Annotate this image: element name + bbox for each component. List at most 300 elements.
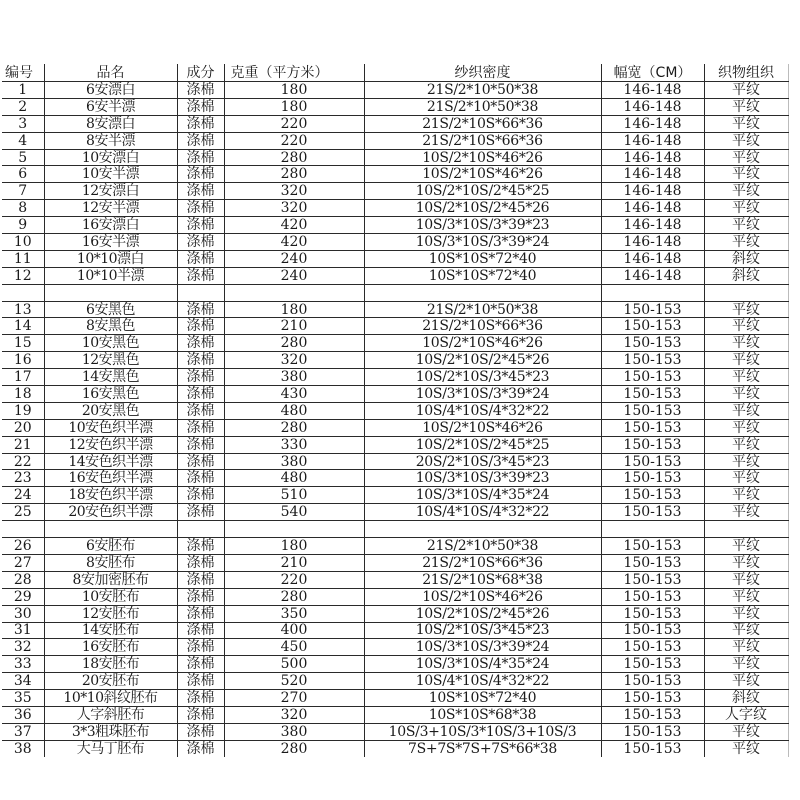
- table-row: [2, 673, 788, 690]
- cell-number: 4: [2, 132, 44, 149]
- cell-weave: 平纹: [704, 453, 788, 470]
- cell-number: 3: [2, 115, 44, 132]
- table-row: [2, 352, 788, 369]
- cell-weight: 330: [224, 436, 364, 453]
- cell-yarn-density: 10S/2*10S/2*45*25: [364, 436, 601, 453]
- cell-yarn-density: 10S/3+10S/3*10S/3+10S/3: [364, 723, 601, 740]
- cell-width: 150-153: [601, 690, 704, 707]
- cell-width: 150-153: [601, 352, 704, 369]
- cell-composition: 涤棉: [177, 183, 224, 200]
- cell-yarn-density: 21S/2*10S*66*36: [364, 115, 601, 132]
- cell-weight: 540: [224, 504, 364, 521]
- cell-product-name: 20安黑色: [44, 402, 177, 419]
- column-header-width: 幅宽（CM）: [601, 64, 704, 82]
- cell-weave: 平纹: [704, 571, 788, 588]
- cell-weight: 180: [224, 98, 364, 115]
- cell-number: 8: [2, 200, 44, 217]
- cell-weave: 平纹: [704, 149, 788, 166]
- cell-weight: 400: [224, 622, 364, 639]
- cell-yarn-density: 21S/2*10*50*38: [364, 98, 601, 115]
- cell-composition: 涤棉: [177, 166, 224, 183]
- cell-product-name: 16安半漂: [44, 234, 177, 251]
- cell-number: 22: [2, 453, 44, 470]
- cell-number: 25: [2, 504, 44, 521]
- cell-product-name: 12安色织半漂: [44, 436, 177, 453]
- cell-weave: 平纹: [704, 656, 788, 673]
- cell-composition: 涤棉: [177, 386, 224, 403]
- spacer-row: [2, 521, 788, 538]
- cell-width: 146-148: [601, 267, 704, 284]
- cell-yarn-density: 10S/3*10S/3*39*23: [364, 470, 601, 487]
- cell-weave: 平纹: [704, 183, 788, 200]
- cell-number: 28: [2, 571, 44, 588]
- table-row: [2, 369, 788, 386]
- cell-composition: 涤棉: [177, 250, 224, 267]
- cell-composition: 涤棉: [177, 98, 224, 115]
- cell-product-name: 14安胚布: [44, 622, 177, 639]
- cell-composition: 涤棉: [177, 706, 224, 723]
- cell-number: 6: [2, 166, 44, 183]
- cell-product-name: 8安漂白: [44, 115, 177, 132]
- empty-cell: [2, 284, 44, 301]
- cell-yarn-density: 10S/3*10S/3*39*23: [364, 217, 601, 234]
- cell-number: 21: [2, 436, 44, 453]
- cell-composition: 涤棉: [177, 453, 224, 470]
- cell-width: 150-153: [601, 723, 704, 740]
- table-row: [2, 166, 788, 183]
- cell-weave: 平纹: [704, 301, 788, 318]
- cell-weave: 平纹: [704, 82, 788, 99]
- cell-product-name: 10安半漂: [44, 166, 177, 183]
- cell-yarn-density: 10S/3*10S/3*39*24: [364, 386, 601, 403]
- cell-composition: 涤棉: [177, 740, 224, 756]
- cell-number: 34: [2, 673, 44, 690]
- cell-composition: 涤棉: [177, 82, 224, 99]
- cell-weave: 斜纹: [704, 250, 788, 267]
- cell-yarn-density: 10S/3*10S/4*35*24: [364, 487, 601, 504]
- cell-width: 150-153: [601, 318, 704, 335]
- cell-product-name: 16安色织半漂: [44, 470, 177, 487]
- empty-cell: [2, 521, 44, 538]
- cell-weight: 280: [224, 149, 364, 166]
- cell-weave: 平纹: [704, 470, 788, 487]
- cell-weight: 320: [224, 183, 364, 200]
- cell-weight: 480: [224, 402, 364, 419]
- cell-weight: 500: [224, 656, 364, 673]
- cell-number: 16: [2, 352, 44, 369]
- cell-weave: 平纹: [704, 723, 788, 740]
- cell-weave: 斜纹: [704, 690, 788, 707]
- cell-product-name: 10*10半漂: [44, 267, 177, 284]
- column-header-number: 编号: [2, 64, 44, 82]
- cell-number: 31: [2, 622, 44, 639]
- cell-yarn-density: 10S/2*10S/3*45*23: [364, 369, 601, 386]
- cell-product-name: 16安漂白: [44, 217, 177, 234]
- cell-width: 146-148: [601, 234, 704, 251]
- table-row: [2, 622, 788, 639]
- cell-weight: 380: [224, 369, 364, 386]
- empty-cell: [704, 284, 788, 301]
- cell-composition: 涤棉: [177, 487, 224, 504]
- cell-yarn-density: 10S/2*10S*46*26: [364, 166, 601, 183]
- table-row: [2, 217, 788, 234]
- cell-composition: 涤棉: [177, 369, 224, 386]
- cell-width: 146-148: [601, 200, 704, 217]
- cell-composition: 涤棉: [177, 571, 224, 588]
- cell-product-name: 6安漂白: [44, 82, 177, 99]
- cell-yarn-density: 10S/3*10S/3*39*24: [364, 234, 601, 251]
- cell-weave: 平纹: [704, 673, 788, 690]
- table-row: [2, 267, 788, 284]
- table-row: [2, 605, 788, 622]
- cell-weave: 平纹: [704, 402, 788, 419]
- cell-number: 19: [2, 402, 44, 419]
- fabric-spec-table: [2, 64, 789, 757]
- cell-width: 150-153: [601, 622, 704, 639]
- cell-product-name: 人字斜胚布: [44, 706, 177, 723]
- cell-weave: 平纹: [704, 318, 788, 335]
- cell-composition: 涤棉: [177, 538, 224, 555]
- cell-weave: 平纹: [704, 588, 788, 605]
- cell-composition: 涤棉: [177, 200, 224, 217]
- cell-width: 150-153: [601, 301, 704, 318]
- cell-product-name: 12安黑色: [44, 352, 177, 369]
- cell-yarn-density: 20S/2*10S/3*45*23: [364, 453, 601, 470]
- cell-number: 30: [2, 605, 44, 622]
- cell-composition: 涤棉: [177, 217, 224, 234]
- cell-product-name: 10安漂白: [44, 149, 177, 166]
- cell-number: 14: [2, 318, 44, 335]
- cell-weight: 280: [224, 419, 364, 436]
- cell-product-name: 大马丁胚布: [44, 740, 177, 756]
- cell-weight: 380: [224, 453, 364, 470]
- cell-composition: 涤棉: [177, 234, 224, 251]
- cell-width: 146-148: [601, 217, 704, 234]
- cell-product-name: 6安黑色: [44, 301, 177, 318]
- table-row: [2, 453, 788, 470]
- cell-weight: 180: [224, 538, 364, 555]
- cell-width: 146-148: [601, 82, 704, 99]
- cell-yarn-density: 10S/2*10S/2*45*26: [364, 352, 601, 369]
- cell-product-name: 8安胚布: [44, 554, 177, 571]
- cell-weight: 280: [224, 335, 364, 352]
- cell-weight: 180: [224, 82, 364, 99]
- cell-product-name: 8安加密胚布: [44, 571, 177, 588]
- cell-weight: 280: [224, 166, 364, 183]
- cell-number: 13: [2, 301, 44, 318]
- cell-yarn-density: 10S/3*10S/4*35*24: [364, 656, 601, 673]
- column-header-yarn-density: 纱织密度: [364, 64, 601, 82]
- cell-weight: 420: [224, 217, 364, 234]
- cell-width: 150-153: [601, 740, 704, 756]
- table-row: [2, 234, 788, 251]
- cell-product-name: 3*3粗珠胚布: [44, 723, 177, 740]
- table-row: [2, 183, 788, 200]
- cell-weave: 平纹: [704, 115, 788, 132]
- cell-width: 150-153: [601, 656, 704, 673]
- cell-width: 150-153: [601, 436, 704, 453]
- cell-composition: 涤棉: [177, 723, 224, 740]
- cell-yarn-density: 10S*10S*72*40: [364, 250, 601, 267]
- cell-composition: 涤棉: [177, 622, 224, 639]
- cell-width: 150-153: [601, 538, 704, 555]
- cell-composition: 涤棉: [177, 419, 224, 436]
- table-row: [2, 487, 788, 504]
- cell-composition: 涤棉: [177, 588, 224, 605]
- cell-weight: 320: [224, 706, 364, 723]
- cell-product-name: 20安胚布: [44, 673, 177, 690]
- cell-width: 146-148: [601, 149, 704, 166]
- table-row: [2, 639, 788, 656]
- cell-width: 146-148: [601, 250, 704, 267]
- cell-number: 27: [2, 554, 44, 571]
- cell-weave: 平纹: [704, 200, 788, 217]
- table-row: [2, 588, 788, 605]
- cell-product-name: 10安胚布: [44, 588, 177, 605]
- cell-yarn-density: 21S/2*10S*66*36: [364, 132, 601, 149]
- table-row: [2, 690, 788, 707]
- cell-weight: 280: [224, 588, 364, 605]
- table-row: [2, 706, 788, 723]
- cell-product-name: 16安黑色: [44, 386, 177, 403]
- cell-number: 10: [2, 234, 44, 251]
- cell-yarn-density: 10S/2*10S/3*45*23: [364, 622, 601, 639]
- cell-composition: 涤棉: [177, 554, 224, 571]
- cell-weave: 平纹: [704, 98, 788, 115]
- cell-weave: 平纹: [704, 622, 788, 639]
- cell-yarn-density: 10S/2*10S/2*45*25: [364, 183, 601, 200]
- cell-weight: 320: [224, 352, 364, 369]
- cell-weight: 220: [224, 115, 364, 132]
- cell-weave: 平纹: [704, 639, 788, 656]
- cell-composition: 涤棉: [177, 673, 224, 690]
- cell-weave: 平纹: [704, 554, 788, 571]
- empty-cell: [224, 521, 364, 538]
- table-row: [2, 538, 788, 555]
- cell-number: 36: [2, 706, 44, 723]
- empty-cell: [44, 521, 177, 538]
- cell-number: 37: [2, 723, 44, 740]
- cell-yarn-density: 21S/2*10*50*38: [364, 82, 601, 99]
- cell-composition: 涤棉: [177, 132, 224, 149]
- cell-weave: 平纹: [704, 217, 788, 234]
- cell-composition: 涤棉: [177, 470, 224, 487]
- empty-cell: [177, 284, 224, 301]
- cell-yarn-density: 10S*10S*72*40: [364, 267, 601, 284]
- empty-cell: [601, 521, 704, 538]
- table-row: [2, 571, 788, 588]
- cell-product-name: 16安胚布: [44, 639, 177, 656]
- cell-yarn-density: 10S/4*10S/4*32*22: [364, 504, 601, 521]
- cell-number: 9: [2, 217, 44, 234]
- cell-composition: 涤棉: [177, 115, 224, 132]
- cell-weave: 平纹: [704, 538, 788, 555]
- empty-cell: [44, 284, 177, 301]
- table-row: [2, 554, 788, 571]
- table-row: [2, 149, 788, 166]
- cell-weight: 350: [224, 605, 364, 622]
- cell-yarn-density: 21S/2*10*50*38: [364, 538, 601, 555]
- cell-yarn-density: 21S/2*10S*66*36: [364, 318, 601, 335]
- cell-product-name: 20安色织半漂: [44, 504, 177, 521]
- cell-yarn-density: 10S/2*10S*46*26: [364, 149, 601, 166]
- cell-width: 150-153: [601, 419, 704, 436]
- cell-yarn-density: 21S/2*10S*66*36: [364, 554, 601, 571]
- cell-product-name: 8安半漂: [44, 132, 177, 149]
- table-row: [2, 200, 788, 217]
- cell-width: 150-153: [601, 487, 704, 504]
- cell-number: 35: [2, 690, 44, 707]
- cell-weave: 平纹: [704, 335, 788, 352]
- cell-number: 1: [2, 82, 44, 99]
- cell-weight: 320: [224, 200, 364, 217]
- cell-product-name: 6安半漂: [44, 98, 177, 115]
- cell-weave: 平纹: [704, 436, 788, 453]
- cell-weave: 平纹: [704, 166, 788, 183]
- cell-weave: 平纹: [704, 352, 788, 369]
- cell-weave: 平纹: [704, 234, 788, 251]
- cell-number: 17: [2, 369, 44, 386]
- cell-width: 150-153: [601, 335, 704, 352]
- cell-width: 150-153: [601, 402, 704, 419]
- cell-product-name: 12安胚布: [44, 605, 177, 622]
- cell-product-name: 6安胚布: [44, 538, 177, 555]
- cell-weave: 平纹: [704, 504, 788, 521]
- cell-weight: 380: [224, 723, 364, 740]
- cell-weight: 240: [224, 267, 364, 284]
- cell-composition: 涤棉: [177, 267, 224, 284]
- cell-weave: 平纹: [704, 740, 788, 756]
- cell-width: 150-153: [601, 673, 704, 690]
- column-header-weave: 织物组织: [704, 64, 788, 82]
- cell-product-name: 10*10斜纹胚布: [44, 690, 177, 707]
- cell-composition: 涤棉: [177, 301, 224, 318]
- empty-cell: [364, 284, 601, 301]
- cell-number: 38: [2, 740, 44, 756]
- cell-width: 150-153: [601, 554, 704, 571]
- cell-width: 150-153: [601, 453, 704, 470]
- cell-width: 150-153: [601, 386, 704, 403]
- cell-weave: 平纹: [704, 419, 788, 436]
- cell-width: 150-153: [601, 470, 704, 487]
- cell-number: 5: [2, 149, 44, 166]
- cell-weight: 510: [224, 487, 364, 504]
- cell-width: 150-153: [601, 639, 704, 656]
- table-row: [2, 98, 788, 115]
- cell-composition: 涤棉: [177, 402, 224, 419]
- table-row: [2, 436, 788, 453]
- cell-number: 2: [2, 98, 44, 115]
- cell-width: 146-148: [601, 98, 704, 115]
- cell-number: 26: [2, 538, 44, 555]
- table-row: [2, 470, 788, 487]
- cell-weave: 平纹: [704, 386, 788, 403]
- cell-width: 150-153: [601, 504, 704, 521]
- cell-weight: 240: [224, 250, 364, 267]
- cell-weight: 180: [224, 301, 364, 318]
- table-row: [2, 115, 788, 132]
- cell-product-name: 10安色织半漂: [44, 419, 177, 436]
- cell-yarn-density: 10S/2*10S*46*26: [364, 335, 601, 352]
- cell-weight: 210: [224, 318, 364, 335]
- table-row: [2, 132, 788, 149]
- cell-number: 18: [2, 386, 44, 403]
- table-row: [2, 504, 788, 521]
- fabric-spec-sheet: [2, 64, 788, 757]
- table-body: [2, 82, 788, 757]
- cell-width: 150-153: [601, 588, 704, 605]
- table-row: [2, 402, 788, 419]
- cell-yarn-density: 10S/2*10S*46*26: [364, 588, 601, 605]
- cell-composition: 涤棉: [177, 605, 224, 622]
- cell-composition: 涤棉: [177, 436, 224, 453]
- table-row: [2, 386, 788, 403]
- cell-width: 150-153: [601, 706, 704, 723]
- empty-cell: [601, 284, 704, 301]
- cell-composition: 涤棉: [177, 690, 224, 707]
- cell-yarn-density: 10S/4*10S/4*32*22: [364, 402, 601, 419]
- cell-width: 146-148: [601, 183, 704, 200]
- cell-weight: 210: [224, 554, 364, 571]
- cell-weight: 280: [224, 740, 364, 756]
- cell-weight: 430: [224, 386, 364, 403]
- cell-composition: 涤棉: [177, 656, 224, 673]
- cell-composition: 涤棉: [177, 352, 224, 369]
- table-row: [2, 318, 788, 335]
- cell-number: 24: [2, 487, 44, 504]
- cell-width: 150-153: [601, 571, 704, 588]
- cell-number: 20: [2, 419, 44, 436]
- cell-number: 15: [2, 335, 44, 352]
- cell-width: 146-148: [601, 115, 704, 132]
- cell-product-name: 10*10漂白: [44, 250, 177, 267]
- cell-width: 146-148: [601, 132, 704, 149]
- cell-composition: 涤棉: [177, 335, 224, 352]
- cell-yarn-density: 10S/3*10S/3*39*24: [364, 639, 601, 656]
- cell-weight: 270: [224, 690, 364, 707]
- cell-yarn-density: 21S/2*10S*68*38: [364, 571, 601, 588]
- cell-product-name: 12安漂白: [44, 183, 177, 200]
- cell-number: 33: [2, 656, 44, 673]
- table-row: [2, 656, 788, 673]
- cell-weight: 520: [224, 673, 364, 690]
- cell-yarn-density: 10S/2*10S/2*45*26: [364, 605, 601, 622]
- cell-yarn-density: 10S*10S*68*38: [364, 706, 601, 723]
- header-row: [2, 64, 788, 82]
- cell-product-name: 18安色织半漂: [44, 487, 177, 504]
- table-row: [2, 335, 788, 352]
- cell-number: 12: [2, 267, 44, 284]
- cell-product-name: 10安黑色: [44, 335, 177, 352]
- cell-weight: 220: [224, 571, 364, 588]
- table-row: [2, 301, 788, 318]
- cell-weave: 人字纹: [704, 706, 788, 723]
- empty-cell: [224, 284, 364, 301]
- cell-weave: 平纹: [704, 487, 788, 504]
- cell-composition: 涤棉: [177, 149, 224, 166]
- cell-weight: 450: [224, 639, 364, 656]
- table-row: [2, 723, 788, 740]
- cell-weave: 平纹: [704, 132, 788, 149]
- cell-weave: 斜纹: [704, 267, 788, 284]
- column-header-composition: 成分: [177, 64, 224, 82]
- cell-product-name: 14安黑色: [44, 369, 177, 386]
- empty-cell: [177, 521, 224, 538]
- cell-number: 11: [2, 250, 44, 267]
- cell-number: 29: [2, 588, 44, 605]
- cell-width: 146-148: [601, 166, 704, 183]
- cell-yarn-density: 10S/4*10S/4*32*22: [364, 673, 601, 690]
